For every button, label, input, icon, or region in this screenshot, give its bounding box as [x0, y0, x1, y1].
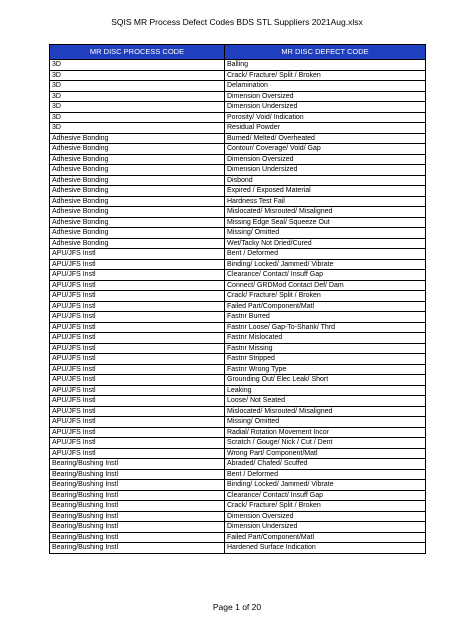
defect-code-cell: Clearance/ Contact/ Insuff Gap [225, 270, 426, 281]
process-code-cell: APU/JFS Instl [50, 270, 225, 281]
table-row [50, 427, 426, 438]
table-row [50, 543, 426, 554]
defect-code-cell: Binding/ Locked/ Jammed/ Vibrate [225, 480, 426, 491]
table-row [50, 532, 426, 543]
process-code-cell: 3D [50, 102, 225, 113]
table-row [50, 165, 426, 176]
defect-code-cell: Crack/ Fracture/ Split / Broken [225, 70, 426, 81]
page-number: Page 1 of 20 [212, 602, 262, 612]
process-code-cell: APU/JFS Instl [50, 291, 225, 302]
table-row [50, 81, 426, 92]
process-code-cell: Adhesive Bonding [50, 154, 225, 165]
process-code-cell: Adhesive Bonding [50, 217, 225, 228]
process-code-cell: 3D [50, 91, 225, 102]
process-code-cell: Bearing/Bushing Instl [50, 501, 225, 512]
defect-code-cell: Crack/ Fracture/ Split / Broken [225, 501, 426, 512]
defect-code-cell: Bent / Deformed [225, 249, 426, 260]
process-code-cell: APU/JFS Instl [50, 343, 225, 354]
defect-code-cell: Residual Powder [225, 123, 426, 134]
defect-code-cell: Fastnr Mislocated [225, 333, 426, 344]
table-row [50, 312, 426, 323]
table-row [50, 333, 426, 344]
table-row [50, 259, 426, 270]
process-code-cell: Bearing/Bushing Instl [50, 532, 225, 543]
table-row [50, 60, 426, 71]
defect-code-cell: Dimension Oversized [225, 154, 426, 165]
table-row [50, 406, 426, 417]
table-row [50, 354, 426, 365]
defect-code-cell: Bent / Deformed [225, 469, 426, 480]
defect-code-cell: Disbond [225, 175, 426, 186]
defect-code-cell: Hardness Test Fail [225, 196, 426, 207]
process-code-cell: APU/JFS Instl [50, 280, 225, 291]
process-code-cell: Bearing/Bushing Instl [50, 511, 225, 522]
table-row [50, 196, 426, 207]
table-row [50, 385, 426, 396]
process-code-cell: Adhesive Bonding [50, 144, 225, 155]
defect-code-cell: Burned/ Melted/ Overheated [225, 133, 426, 144]
table-row [50, 228, 426, 239]
defect-code-cell: Dimension Undersized [225, 165, 426, 176]
table-row [50, 301, 426, 312]
defect-code-cell: Leaking [225, 385, 426, 396]
process-code-cell: Bearing/Bushing Instl [50, 480, 225, 491]
process-code-cell: APU/JFS Instl [50, 417, 225, 428]
table-row [50, 490, 426, 501]
process-code-cell: Adhesive Bonding [50, 165, 225, 176]
process-code-cell: Bearing/Bushing Instl [50, 522, 225, 533]
defect-code-table [49, 44, 426, 554]
process-code-cell: APU/JFS Instl [50, 249, 225, 260]
defect-code-cell: Contour/ Coverage/ Void/ Gap [225, 144, 426, 155]
process-code-cell: Adhesive Bonding [50, 238, 225, 249]
defect-code-cell: Missing/ Omitted [225, 417, 426, 428]
defect-code-cell: Balling [225, 60, 426, 71]
defect-code-cell: Missing Edge Seal/ Squeeze Out [225, 217, 426, 228]
defect-code-cell: Hardened Surface Indication [225, 543, 426, 554]
process-code-cell: APU/JFS Instl [50, 333, 225, 344]
process-code-cell: APU/JFS Instl [50, 396, 225, 407]
table-body [50, 60, 426, 554]
table-row [50, 396, 426, 407]
column-header-defect-code: MR DISC DEFECT CODE [225, 45, 426, 60]
table-row [50, 123, 426, 134]
defect-code-cell: Abraded/ Chafed/ Scuffed [225, 459, 426, 470]
table-row [50, 364, 426, 375]
process-code-cell: 3D [50, 112, 225, 123]
defect-code-cell: Dimension Oversized [225, 511, 426, 522]
defect-code-cell: Failed Part/Component/Matl [225, 301, 426, 312]
table-header-row [50, 45, 426, 60]
table-row [50, 175, 426, 186]
table-row [50, 102, 426, 113]
process-code-cell: APU/JFS Instl [50, 375, 225, 386]
process-code-cell: APU/JFS Instl [50, 354, 225, 365]
table-row [50, 186, 426, 197]
table-row [50, 448, 426, 459]
defect-code-cell: Clearance/ Contact/ Insuff Gap [225, 490, 426, 501]
table-row [50, 91, 426, 102]
table-row [50, 417, 426, 428]
process-code-cell: Adhesive Bonding [50, 196, 225, 207]
defect-code-cell: Grounding Out/ Elec Leak/ Short [225, 375, 426, 386]
defect-code-cell: Dimension Undersized [225, 522, 426, 533]
process-code-cell: APU/JFS Instl [50, 312, 225, 323]
defect-code-cell: Dimension Undersized [225, 102, 426, 113]
table-row [50, 154, 426, 165]
table-row [50, 522, 426, 533]
process-code-cell: APU/JFS Instl [50, 301, 225, 312]
process-code-cell: Bearing/Bushing Instl [50, 469, 225, 480]
defect-code-cell: Fastnr Burred [225, 312, 426, 323]
defect-code-cell: Missing/ Omitted [225, 228, 426, 239]
process-code-cell: Adhesive Bonding [50, 207, 225, 218]
process-code-cell: APU/JFS Instl [50, 259, 225, 270]
table-row [50, 133, 426, 144]
defect-code-cell: Wrong Part/ Component/Matl [225, 448, 426, 459]
defect-code-cell: Crack/ Fracture/ Split / Broken [225, 291, 426, 302]
defect-code-cell: Binding/ Locked/ Jammed/ Vibrate [225, 259, 426, 270]
process-code-cell: Bearing/Bushing Instl [50, 543, 225, 554]
defect-code-cell: Fastnr Stripped [225, 354, 426, 365]
document-title: SQIS MR Process Defect Codes BDS STL Suppliers 2021Aug.xlsx [111, 17, 363, 27]
defect-code-cell: Scratch / Gouge/ Nick / Cut / Dent [225, 438, 426, 449]
process-code-cell: APU/JFS Instl [50, 427, 225, 438]
defect-code-cell: Failed Part/Component/Matl [225, 532, 426, 543]
defect-code-cell: Dimension Oversized [225, 91, 426, 102]
table-row [50, 280, 426, 291]
table-row [50, 70, 426, 81]
table-row [50, 511, 426, 522]
process-code-cell: 3D [50, 81, 225, 92]
table-row [50, 322, 426, 333]
defect-code-cell: Fastnr Wrong Type [225, 364, 426, 375]
table-row [50, 480, 426, 491]
process-code-cell: Bearing/Bushing Instl [50, 490, 225, 501]
defect-code-cell: Radial/ Rotation Movement Incor [225, 427, 426, 438]
table-row [50, 459, 426, 470]
table-row [50, 144, 426, 155]
defect-code-cell: Fastnr Loose/ Gap-To-Shank/ Thrd [225, 322, 426, 333]
process-code-cell: 3D [50, 70, 225, 81]
process-code-cell: Adhesive Bonding [50, 175, 225, 186]
defect-code-cell: Expired / Exposed Material [225, 186, 426, 197]
defect-code-cell: Porosity/ Void/ Indication [225, 112, 426, 123]
table-row [50, 207, 426, 218]
defect-code-cell: Mislocated/ Misrouted/ Misaligned [225, 406, 426, 417]
table-row [50, 469, 426, 480]
process-code-cell: APU/JFS Instl [50, 406, 225, 417]
defect-code-cell: Loose/ Not Seated [225, 396, 426, 407]
process-code-cell: APU/JFS Instl [50, 448, 225, 459]
process-code-cell: Bearing/Bushing Instl [50, 459, 225, 470]
table-row [50, 375, 426, 386]
table-row [50, 270, 426, 281]
process-code-cell: APU/JFS Instl [50, 364, 225, 375]
table-row [50, 249, 426, 260]
process-code-cell: Adhesive Bonding [50, 228, 225, 239]
process-code-cell: APU/JFS Instl [50, 438, 225, 449]
table-row [50, 291, 426, 302]
table-row [50, 217, 426, 228]
defect-code-cell: Delamination [225, 81, 426, 92]
process-code-cell: Adhesive Bonding [50, 133, 225, 144]
table-row [50, 238, 426, 249]
process-code-cell: APU/JFS Instl [50, 385, 225, 396]
table-row [50, 343, 426, 354]
defect-code-cell: Mislocated/ Misrouted/ Misaligned [225, 207, 426, 218]
defect-code-cell: Connect/ GRDMod Contact Def/ Dam [225, 280, 426, 291]
column-header-process-code: MR DISC PROCESS CODE [50, 45, 225, 60]
defect-code-cell: Fastnr Missing [225, 343, 426, 354]
process-code-cell: 3D [50, 60, 225, 71]
process-code-cell: Adhesive Bonding [50, 186, 225, 197]
process-code-cell: APU/JFS Instl [50, 322, 225, 333]
defect-code-cell: Wet/Tacky Not Dried/Cured [225, 238, 426, 249]
table-row [50, 112, 426, 123]
table-row [50, 501, 426, 512]
process-code-cell: 3D [50, 123, 225, 134]
table-row [50, 438, 426, 449]
